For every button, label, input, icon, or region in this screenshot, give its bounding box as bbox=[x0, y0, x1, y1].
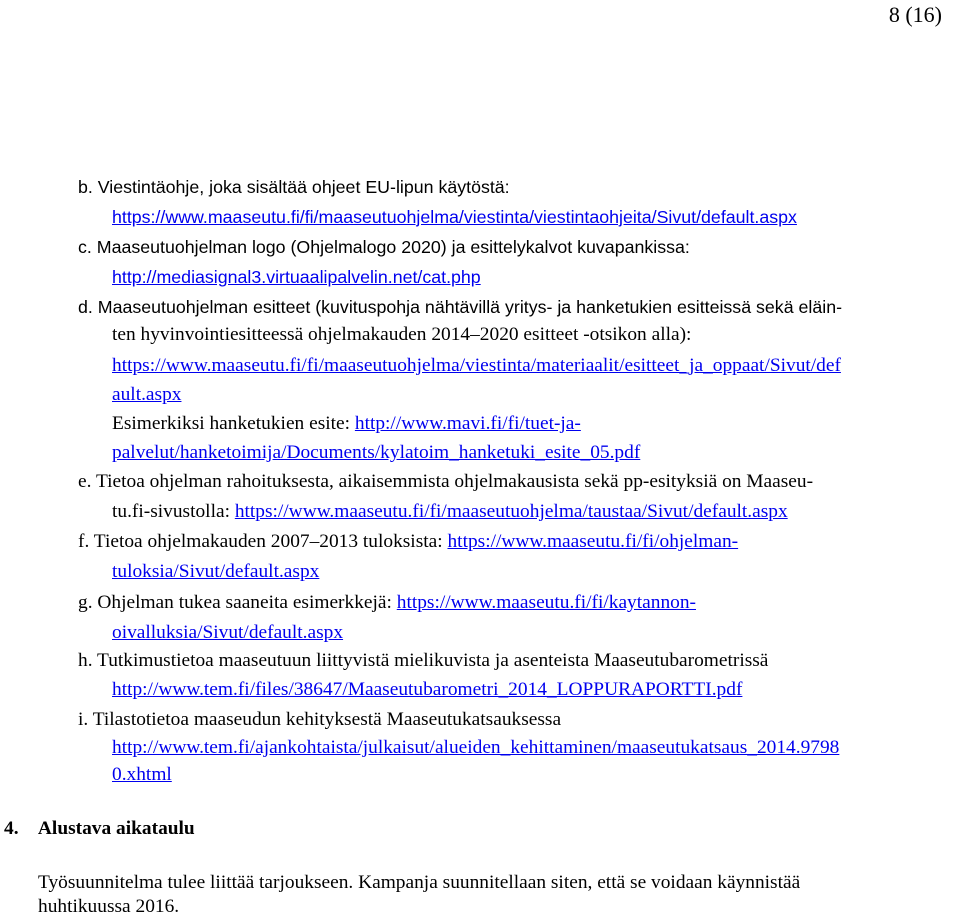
list-item-i-text: i. Tilastotietoa maaseudun kehityksestä Maaseutukatsauksessa bbox=[78, 709, 562, 730]
link-brochures-part2[interactable]: ault.aspx bbox=[112, 384, 182, 405]
link-barometer[interactable]: http://www.tem.fi/files/38647/Maaseutubarometri_2014_LOPPURAPORTTI.pdf bbox=[112, 679, 743, 700]
link-example-brochure-part1[interactable]: http://www.mavi.fi/fi/tuet-ja- bbox=[354, 413, 581, 434]
list-item-e-line1: e. Tietoa ohjelman rahoituksesta, aikaisemmista ohjelmakausista sekä pp-esityksiä on Maaseu- bbox=[78, 471, 814, 492]
list-item-h-text: h. Tutkimustietoa maaseutuun liittyvistä mielikuvista ja asenteista Maaseutubarometrissä bbox=[78, 650, 769, 671]
page-number: 8 (16) bbox=[888, 2, 942, 27]
schedule-paragraph-line1: Työsuunnitelma tulee liittää tarjoukseen. Kampanja suunnitellaan siten, että se voidaan käynnistää bbox=[38, 872, 801, 893]
section-heading: 4. Alustava aikataulu bbox=[4, 818, 195, 839]
list-item-d-line2: ten hyvinvointiesitteessä ohjelmakauden 2014–2020 esitteet -otsikon alla): bbox=[112, 324, 692, 345]
schedule-paragraph-line2: huhtikuussa 2016. bbox=[38, 896, 180, 917]
link-brochures-part1[interactable]: https://www.maaseutu.fi/fi/maaseutuohjelma/viestinta/materiaalit/esitteet_ja_oppaat/Sivut/def bbox=[112, 355, 841, 376]
link-examples-part1[interactable]: https://www.maaseutu.fi/fi/kaytannon- bbox=[396, 592, 696, 613]
link-example-brochure-part2[interactable]: palvelut/hanketoimija/Documents/kylatoim_hanketuki_esite_05.pdf bbox=[112, 442, 641, 463]
list-item-b-text: b. Viestintäohje, joka sisältää ohjeet EU-lipun käytöstä: bbox=[78, 177, 510, 197]
list-item-g-text: g. Ohjelman tukea saaneita esimerkkejä: bbox=[78, 592, 397, 613]
link-image-bank[interactable]: http://mediasignal3.virtuaalipalvelin.net/cat.php bbox=[112, 267, 481, 287]
link-background[interactable]: https://www.maaseutu.fi/fi/maaseutuohjelma/taustaa/Sivut/default.aspx bbox=[234, 501, 788, 522]
link-examples-part2[interactable]: oivalluksia/Sivut/default.aspx bbox=[112, 622, 344, 643]
list-item-e-line2: tu.fi-sivustolla: bbox=[112, 501, 235, 522]
link-results-part2[interactable]: tuloksia/Sivut/default.aspx bbox=[112, 561, 320, 582]
list-item-c-text: c. Maaseutuohjelman logo (Ohjelmalogo 2020) ja esittelykalvot kuvapankissa: bbox=[78, 237, 690, 257]
link-results-part1[interactable]: https://www.maaseutu.fi/fi/ohjelman- bbox=[447, 531, 739, 552]
link-eu-flag-guide[interactable]: https://www.maaseutu.fi/fi/maaseutuohjelma/viestinta/viestintaohjeita/Sivut/default.aspx bbox=[112, 207, 797, 227]
example-label: Esimerkiksi hanketukien esite: bbox=[112, 413, 355, 434]
link-review-part1[interactable]: http://www.tem.fi/ajankohtaista/julkaisut/alueiden_kehittaminen/maaseutukatsaus_2014.9798 bbox=[112, 737, 840, 758]
list-item-f-text: f. Tietoa ohjelmakauden 2007–2013 tuloksista: bbox=[78, 531, 448, 552]
link-review-part2[interactable]: 0.xhtml bbox=[112, 764, 172, 785]
list-item-d-line1: d. Maaseutuohjelman esitteet (kuvituspohja nähtävillä yritys- ja hanketukien esitteissä sekä eläin- bbox=[78, 297, 843, 317]
